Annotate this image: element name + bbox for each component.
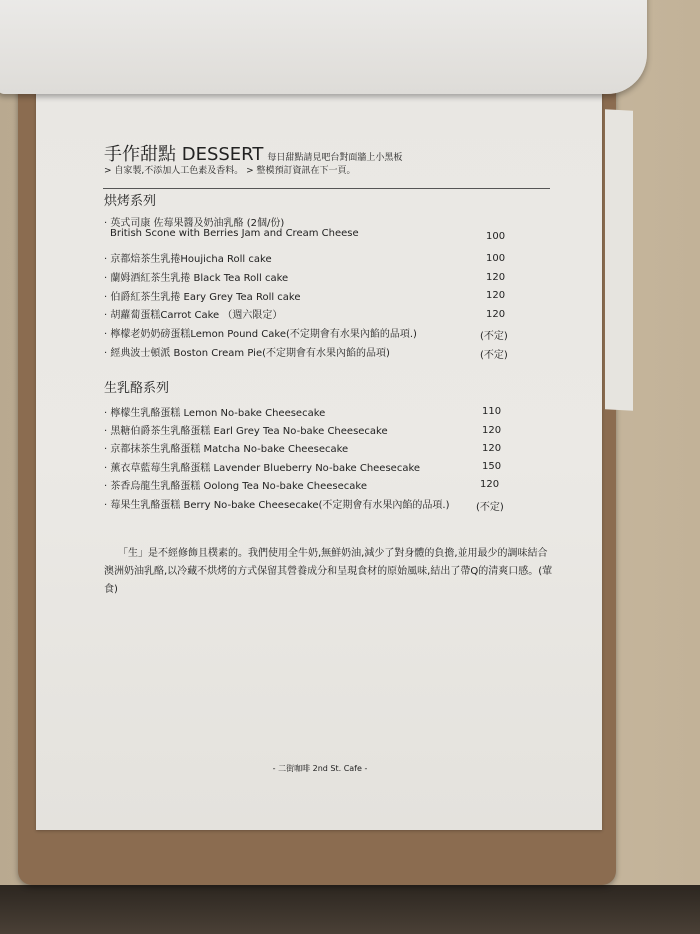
divider xyxy=(103,188,550,189)
menu-item: · 檸檬老奶奶磅蛋糕Lemon Pound Cake(不定期會有水果內餡的品項.) xyxy=(104,329,417,340)
cafe-footer: - 二街咖啡 2nd St. Cafe - xyxy=(272,764,368,773)
item-price: (不定) xyxy=(480,350,508,361)
menu-item-english: British Scone with Berries Jam and Cream Cheese xyxy=(110,228,359,239)
floor-shadow xyxy=(0,885,700,934)
menu-item: · 伯爵紅茶生乳捲 Eary Grey Tea Roll cake xyxy=(104,292,301,303)
item-price: 120 xyxy=(486,290,506,301)
menu-item: · 胡蘿蔔蛋糕Carrot Cake （週六限定） xyxy=(104,310,283,321)
item-price: 110 xyxy=(482,406,502,417)
title-note: 每日甜點請見吧台對面牆上小黑板 xyxy=(267,153,403,163)
cheesecake-description: 「生」是不經修飾且樸素的。我們使用全牛奶,無鮮奶油,減少了對身體的負擔,並用最少的調味結合澳洲奶油乳酪,以冷藏不烘烤的方式保留其營養成分和呈現食材的原始風味,結出了帶Q的清爽口感。(葷食) xyxy=(104,548,553,595)
menu-item: · 經典波士頓派 Boston Cream Pie(不定期會有水果內餡的品項) xyxy=(104,348,390,359)
menu-title: 手作甜點 DESSERT 每日甜點請見吧台對面牆上小黑板 xyxy=(104,144,403,165)
item-price: (不定) xyxy=(476,502,504,513)
menu-item: · 京都焙茶生乳捲Houjicha Roll cake xyxy=(104,254,272,265)
menu-item: · 京都抹茶生乳酪蛋糕 Matcha No-bake Cheesecake xyxy=(104,444,349,455)
item-price: 100 xyxy=(486,253,506,264)
menu-item: · 英式司康 佐莓果醬及奶油乳酪 (2個/份) xyxy=(104,218,285,229)
section-heading: 烘烤系列 xyxy=(104,194,157,209)
item-price: 120 xyxy=(486,309,506,320)
item-price: 120 xyxy=(486,272,506,283)
menu-item: · 茶香烏龍生乳酪蛋糕 Oolong Tea No-bake Cheesecake xyxy=(104,481,367,492)
item-price: 120 xyxy=(482,443,502,454)
menu-item: · 蘭姆酒紅茶生乳捲 Black Tea Roll cake xyxy=(104,273,289,284)
item-price: 150 xyxy=(482,461,502,472)
menu-item: · 莓果生乳酪蛋糕 Berry No-bake Cheesecake(不定期會有水果內餡的品項.) xyxy=(104,500,450,511)
item-price: 120 xyxy=(480,479,500,490)
menu-item: · 檸檬生乳酪蛋糕 Lemon No-bake Cheesecake xyxy=(104,408,326,419)
item-price: (不定) xyxy=(480,331,508,342)
item-price: 100 xyxy=(486,231,506,242)
menu-item: · 薰衣草藍莓生乳酪蛋糕 Lavender Blueberry No-bake Cheesecake xyxy=(104,463,421,474)
menu-notes: > 自家製,不添加人工色素及香料。 > 整模預訂資訊在下一頁。 xyxy=(104,166,356,176)
back-sheet xyxy=(605,109,633,410)
section-heading: 生乳酪系列 xyxy=(104,381,170,396)
item-price: 120 xyxy=(482,425,502,436)
menu-item: · 黑糖伯爵茶生乳酪蛋糕 Earl Grey Tea No-bake Cheesecake xyxy=(104,426,388,437)
flipped-page[interactable] xyxy=(0,0,647,94)
